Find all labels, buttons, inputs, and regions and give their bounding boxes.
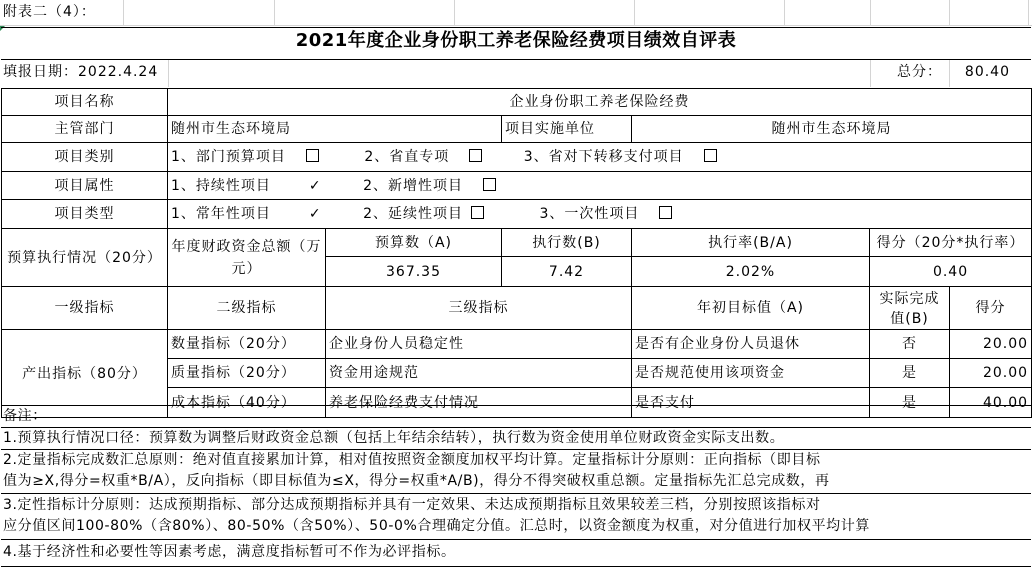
category-options (168, 143, 1032, 172)
notes-heading: 备注： (3, 408, 47, 424)
target-cell: 是否支付 (632, 388, 870, 418)
level2-cell: 质量指标（20分） (168, 359, 326, 388)
exec-rate-value: 2.02% (632, 257, 870, 287)
type-opt1-label: 1、常年性项目 (171, 206, 271, 222)
actual-cell: 否 (870, 330, 950, 359)
level3-cell: 资金用途规范 (326, 359, 632, 388)
grid-line (1028, 0, 1029, 25)
actual-cell: 是 (870, 359, 950, 388)
project-name-value: 企业身份职工养老保险经费 (168, 89, 1032, 116)
grid-line (454, 0, 455, 25)
type-opt1-check-icon[interactable]: ✓ (308, 206, 322, 222)
row-category (2, 143, 1032, 172)
score-cell: 20.00 (950, 330, 1032, 359)
attr-label: 项目属性 (2, 172, 168, 200)
category-opt2-label: 2、省直专项 (364, 149, 450, 165)
row-indicator-header (2, 287, 1032, 330)
project-name-label: 项目名称 (2, 89, 168, 116)
grid-line (784, 0, 785, 25)
level3-cell: 养老保险经费支付情况 (326, 388, 632, 418)
attr-opt1-label: 1、持续性项目 (171, 177, 271, 194)
grid-line (949, 0, 950, 25)
attr-opt1-check-icon[interactable]: ✓ (308, 177, 322, 194)
header-level3: 三级指标 (326, 287, 632, 330)
type-opt3-checkbox[interactable] (659, 206, 672, 219)
actual-cell: 是 (870, 388, 950, 418)
attr-opt2-label: 2、新增性项目 (363, 177, 464, 194)
exec-rate-label: 执行率(B/A) (632, 229, 870, 257)
category-label: 项目类别 (2, 143, 168, 172)
grid-line (274, 0, 275, 25)
page-title: 2021年度企业身份职工养老保险经费项目绩效自评表 (295, 30, 737, 51)
total-value: 80.40 (964, 64, 1010, 80)
category-opt1-checkbox[interactable] (306, 149, 319, 162)
note-3-line1: 3.定性指标计分原则：达成预期指标、部分达成预期指标并具有一定效果、未达成预期指标且效果较差三档，分别按照该指标对 (3, 497, 821, 513)
row-project-name (2, 89, 1032, 116)
dept-value: 随州市生态环境局 (168, 116, 502, 143)
grid-line (949, 60, 950, 87)
category-opt2-checkbox[interactable] (469, 149, 482, 162)
grid-line (634, 0, 635, 25)
score-cell: 40.00 (950, 388, 1032, 418)
type-opt2-checkbox[interactable] (471, 206, 484, 219)
notes-divider (1, 539, 1031, 540)
level3-cell: 企业身份人员稳定性 (326, 330, 632, 359)
notes-bottom-border (1, 566, 1031, 567)
title-bottom-border (1, 59, 1031, 60)
annual-fund-label: 年度财政资金总额（万元） (168, 229, 326, 287)
row-department (2, 116, 1032, 143)
dept-label: 主管部门 (2, 116, 168, 143)
header-level1: 一级指标 (2, 287, 168, 330)
total-label: 总分： (897, 64, 942, 80)
target-cell: 是否规范使用该项资金 (632, 359, 870, 388)
note-2-line2: 值为≥X,得分=权重*B/A），反向指标（即目标值为≤X，得分=权重*A/B)，得分不得突破权重总额。定量指标先汇总完成数，再 (3, 473, 830, 489)
note-4: 4.基于经济性和必要性等因素考虑，满意度指标暂可不作为必评指标。 (3, 544, 456, 560)
note-2-line1: 2.定量指标完成数汇总原则：绝对值直接累加计算，相对值按照资金额度加权平均计算。定量指标计分原则：正向指标（即目标 (3, 452, 821, 468)
notes-divider (1, 493, 1031, 494)
header-score: 得分 (950, 287, 1032, 330)
score-cell: 20.00 (950, 359, 1032, 388)
attr-options (168, 172, 1032, 200)
exec-num-label: 执行数(B) (502, 229, 632, 257)
impl-value: 随州市生态环境局 (632, 116, 1032, 143)
category-opt3-label: 3、省对下转移支付项目 (523, 149, 684, 165)
title-top-border (1, 27, 1031, 28)
level2-cell: 成本指标（40分） (168, 388, 326, 418)
grid-line (123, 0, 124, 25)
type-opt2-label: 2、延续性项目 (363, 206, 464, 222)
evaluation-table (1, 88, 1032, 418)
row-budget-header (2, 229, 1032, 257)
grid-line (870, 60, 871, 87)
fill-date: 填报日期：2022.4.24 (3, 64, 159, 80)
type-opt3-label: 3、一次性项目 (539, 206, 640, 222)
attr-opt2-checkbox[interactable] (483, 178, 496, 191)
category-opt1-label: 1、部门预算项目 (171, 149, 286, 165)
grid-line (0, 25, 1032, 26)
grid-line (870, 0, 871, 25)
header-actual: 实际完成值(B) (870, 287, 950, 330)
header-target: 年初目标值（A) (632, 287, 870, 330)
row-type (2, 200, 1032, 229)
level1-output: 产出指标（80分） (2, 330, 168, 418)
grid-line (168, 60, 169, 87)
note-1: 1.预算执行情况口径：预算数为调整后财政资金总额（包括上年结余结转），执行数为资金使用单位财政资金实际支出数。 (3, 430, 785, 446)
row-attribute (2, 172, 1032, 200)
header-level2: 二级指标 (168, 287, 326, 330)
budget-score-value: 0.40 (870, 257, 1032, 287)
exec-num-value: 7.42 (502, 257, 632, 287)
notes-section (1, 405, 1031, 569)
target-cell: 是否有企业身份人员退休 (632, 330, 870, 359)
budget-num-label: 预算数（A) (326, 229, 502, 257)
budget-label: 预算执行情况（20分） (2, 229, 168, 287)
level2-cell: 数量指标（20分） (168, 330, 326, 359)
budget-score-label: 得分（20分*执行率） (870, 229, 1032, 257)
appendix-label: 附表二（4）： (3, 4, 96, 20)
indicator-row (2, 330, 1032, 359)
type-label: 项目类型 (2, 200, 168, 229)
budget-num-value: 367.35 (326, 257, 502, 287)
category-opt3-checkbox[interactable] (704, 149, 717, 162)
note-3-line2: 应分值区间100-80%（含80%）、80-50%（含50%）、50-0%合理确定分值。汇总时，以资金额度为权重，对分值进行加权平均计算 (3, 518, 870, 534)
impl-label: 项目实施单位 (502, 116, 632, 143)
type-options (168, 200, 1032, 229)
